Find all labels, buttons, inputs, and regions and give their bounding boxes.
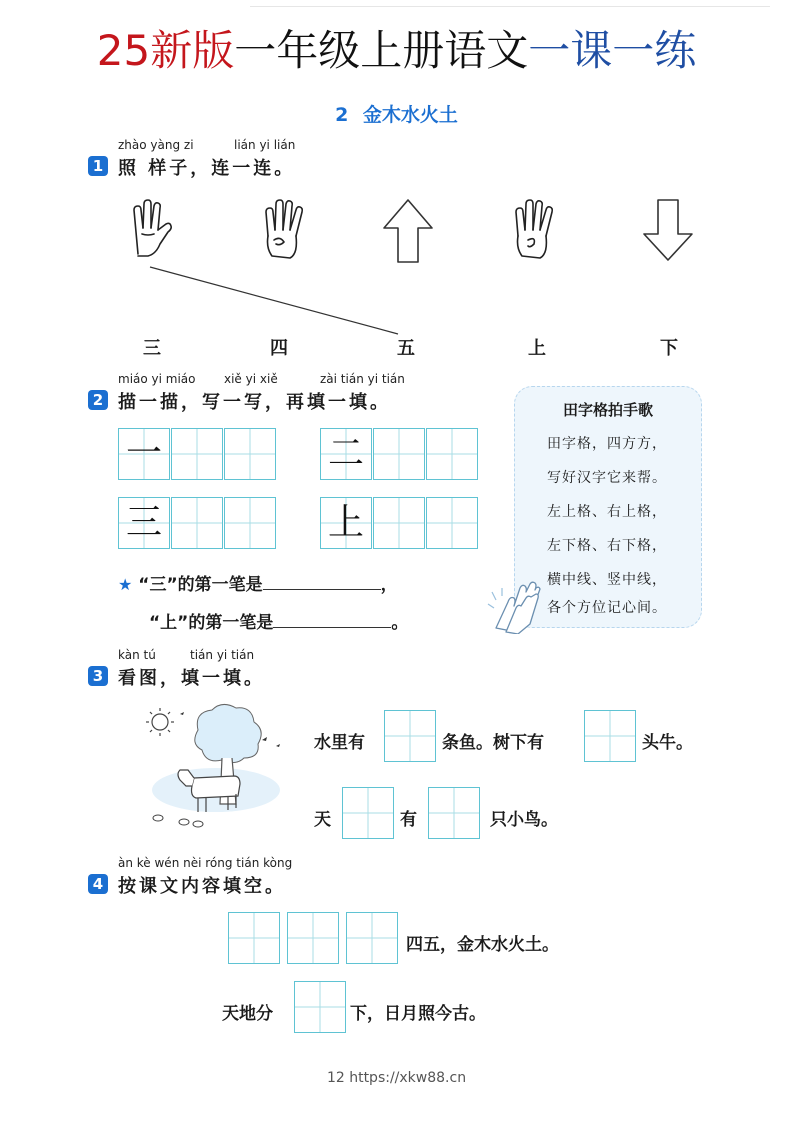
hand-four-fingers-icon <box>250 196 322 268</box>
q3-instruction: 看图，填一填。 <box>118 668 265 689</box>
q3-s2c: 只小鸟。 <box>490 810 558 830</box>
song-line: 左下格、右下格， <box>547 538 667 554</box>
tianzige-cell <box>320 497 372 549</box>
q3-pinyin-b: tián yi tián <box>190 648 255 662</box>
q3-s1c: 头牛。 <box>642 733 693 753</box>
q2-number-badge: 2 <box>88 390 108 410</box>
hand-five-fingers-icon <box>502 196 574 268</box>
q4-number-badge: 4 <box>88 874 108 894</box>
tianzige-cell[interactable] <box>224 428 276 480</box>
lesson-name: 金木水火土 <box>362 104 458 126</box>
q1-char-san: 三 <box>143 338 161 359</box>
q1-pinyin-a: zhào yàng zi <box>118 138 194 152</box>
page-footer: 12 https://xkw88.cn <box>326 1070 467 1086</box>
answer-blank[interactable] <box>273 609 391 628</box>
q2-pinyin-c: zài tián yi tián <box>320 372 405 386</box>
song-title: 田字格拍手歌 <box>562 401 653 419</box>
q1-char-xia: 下 <box>660 338 678 359</box>
q4-line2b: 下，日月照今古。 <box>350 1004 486 1024</box>
q1-char-shang: 上 <box>528 338 546 359</box>
hand-three-fingers-icon <box>116 196 188 268</box>
q2-fill-line-2 <box>149 608 408 633</box>
answer-box-cow[interactable] <box>584 710 636 762</box>
q2-fill2-suffix: 。 <box>391 613 409 633</box>
page-header <box>0 22 793 80</box>
q2-pinyin-a: miáo yi miáo <box>118 372 196 386</box>
q2-fill1-suffix: ， <box>380 575 398 595</box>
tianzige-cell[interactable] <box>224 497 276 549</box>
grid-char-shang: 上 <box>327 502 364 543</box>
q2-pinyin-b: xiě yi xiě <box>224 372 278 386</box>
q4-instruction: 按课文内容填空。 <box>118 876 286 897</box>
answer-box[interactable] <box>228 912 280 964</box>
answer-box[interactable] <box>287 912 339 964</box>
tianzige-cell <box>118 428 170 480</box>
answer-box[interactable] <box>346 912 398 964</box>
song-line: 写好汉字它来帮。 <box>547 470 667 486</box>
q3-pinyin-a: kàn tú <box>118 648 156 662</box>
answer-blank[interactable] <box>263 571 381 590</box>
answer-box-sky[interactable] <box>342 787 394 839</box>
tree-cow-scene-icon <box>136 700 286 834</box>
q1-instruction: 照 样子，连一连。 <box>118 158 296 179</box>
q2-fill1-prefix: “三”的第一笔是 <box>138 575 263 595</box>
q2-fill2-prefix: “上”的第一笔是 <box>149 613 274 633</box>
arrow-down-icon <box>632 196 704 268</box>
arrow-up-icon <box>372 196 444 268</box>
song-line: 各个方位记心间。 <box>547 600 667 616</box>
clapping-hands-icon <box>486 578 548 634</box>
q1-pinyin-b: lián yi lián <box>234 138 296 152</box>
answer-box-fish[interactable] <box>384 710 436 762</box>
grid-char-er: 二 <box>327 433 364 474</box>
song-line: 田字格，四方方， <box>547 436 667 452</box>
q1-number-badge: 1 <box>88 156 108 176</box>
q3-s1a: 水里有 <box>314 733 365 753</box>
q1-char-si: 四 <box>270 338 288 359</box>
tianzige-cell[interactable] <box>373 428 425 480</box>
q3-s1b: 条鱼。树下有 <box>442 733 544 753</box>
q1-char-wu: 五 <box>397 338 415 359</box>
q2-instruction: 描一描，写一写，再填一填。 <box>118 392 391 413</box>
tianzige-cell <box>320 428 372 480</box>
lesson-number: 2 <box>335 104 349 126</box>
grid-char-san: 三 <box>125 502 162 543</box>
q2-fill-line-1 <box>118 570 398 595</box>
answer-box-bird[interactable] <box>428 787 480 839</box>
q3-s2b: 有 <box>400 810 417 830</box>
tianzige-cell <box>118 497 170 549</box>
grid-char-yi: 一 <box>125 433 162 474</box>
tianzige-cell[interactable] <box>373 497 425 549</box>
q4-pinyin: àn kè wén nèi róng tián kòng <box>118 856 293 870</box>
song-line: 横中线、竖中线， <box>547 572 667 588</box>
q3-s2a: 天 <box>314 810 331 830</box>
q3-number-badge: 3 <box>88 666 108 686</box>
star-icon: ★ <box>118 575 133 594</box>
header-edition: 25新版 <box>96 26 235 75</box>
q4-line1: 四五，金木水火土。 <box>406 935 559 955</box>
q4-line2a: 天地分 <box>222 1004 273 1024</box>
tianzige-cell[interactable] <box>426 428 478 480</box>
answer-box[interactable] <box>294 981 346 1033</box>
top-divider <box>250 6 770 7</box>
header-grade: 一年级上册语文 <box>234 26 529 75</box>
header-series: 一课一练 <box>528 26 697 75</box>
lesson-title <box>0 100 793 127</box>
tianzige-cell[interactable] <box>171 428 223 480</box>
tianzige-cell[interactable] <box>171 497 223 549</box>
song-line: 左上格、右上格， <box>547 504 667 520</box>
tianzige-cell[interactable] <box>426 497 478 549</box>
